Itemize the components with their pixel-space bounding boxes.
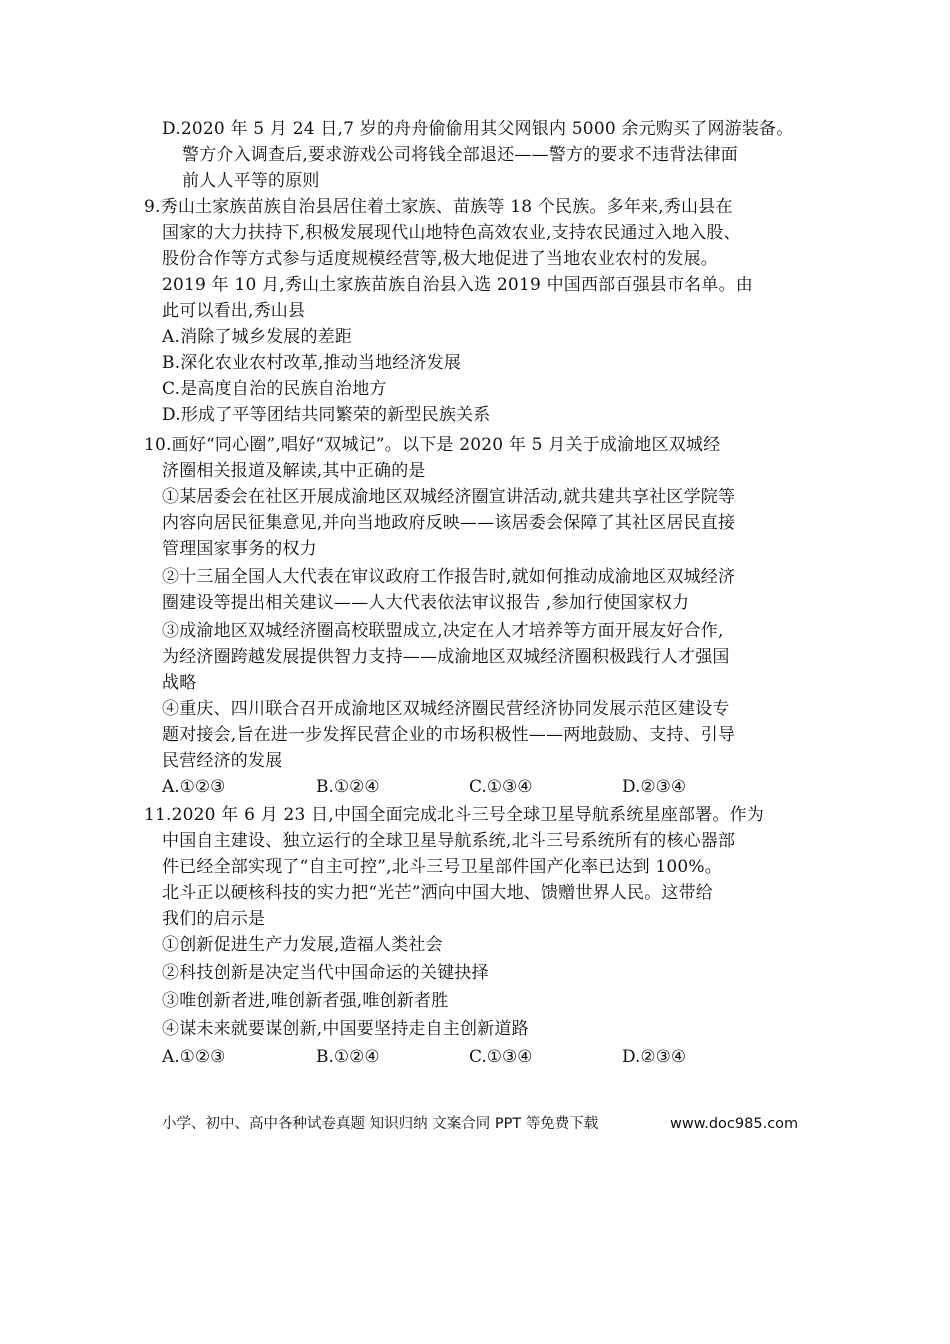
q8-option-d-line-2: 警方介入调查后,要求游戏公司将钱全部退还——警方的要求不违背法律面 [182,145,739,165]
q11-stem-line-1: 11.2020 年 6 月 23 日,中国全面完成北斗三号全球卫星导航系统星座部署。作为 [144,805,764,825]
q11-item-1: ①创新促进生产力发展,造福人类社会 [162,935,443,955]
q9-stem-line-2: 国家的大力扶持下,积极发展现代山地特色高效农业,支持农民通过入地入股、 [162,223,741,243]
q11-choice-c: C.①③④ [469,1047,533,1067]
q10-item-4-line-1: ④重庆、四川联合召开成渝地区双城经济圈民营经济协同发展示范区建设专 [162,699,730,719]
page-footer [162,1114,799,1134]
footer-url-link[interactable]: www.doc985.com [670,1116,799,1132]
q11-stem-line-3: 件已经全部实现了“自主可控”,北斗三号卫星部件国产化率已达到 100%。 [162,857,722,877]
q8-option-d-line-3: 前人人平等的原则 [182,171,320,191]
q9-stem-line-5: 此可以看出,秀山县 [162,301,306,321]
q11-item-2: ②科技创新是决定当代中国命运的关键抉择 [162,963,489,983]
q9-option-a: A.消除了城乡发展的差距 [162,327,353,347]
q11-stem-line-4: 北斗正以硬核科技的实力把“光芒”洒向中国大地、馈赠世界人民。这带给 [162,883,713,903]
q10-item-3-line-2: 为经济圈跨越发展提供智力支持——成渝地区双城经济圈积极践行人才强国 [162,647,730,667]
q9-option-d: D.形成了平等团结共同繁荣的新型民族关系 [162,405,491,425]
q10-item-4-line-3: 民营经济的发展 [162,751,283,771]
q10-choice-d: D.②③④ [622,777,687,797]
footer-text: 小学、初中、高中各种试卷真题 知识归纳 文案合同 PPT 等免费下载 [162,1116,599,1132]
q10-choice-b: B.①②④ [316,777,380,797]
q10-item-2-line-1: ②十三届全国人大代表在审议政府工作报告时,就如何推动成渝地区双城经济 [162,567,736,587]
q10-stem-line-2: 济圈相关报道及解读,其中正确的是 [162,461,426,481]
q10-item-1-line-2: 内容向居民征集意见,并向当地政府反映——该居委会保障了其社区居民直接 [162,513,736,533]
q11-stem-line-2: 中国自主建设、独立运行的全球卫星导航系统,北斗三号系统所有的核心器部 [162,831,736,851]
q11-choice-d: D.②③④ [622,1047,687,1067]
q9-option-c: C.是高度自治的民族自治地方 [162,379,387,399]
q10-stem-line-1: 10.画好“同心圈”,唱好“双城记”。以下是 2020 年 5 月关于成渝地区双城经 [144,435,721,455]
q11-choice-a: A.①②③ [162,1047,226,1067]
q11-item-4: ④谋未来就要谋创新,中国要坚持走自主创新道路 [162,1019,529,1039]
q10-choice-c: C.①③④ [469,777,533,797]
q10-item-3-line-1: ③成渝地区双城经济圈高校联盟成立,决定在人才培养等方面开展友好合作, [162,621,724,641]
q9-option-b: B.深化农业农村改革,推动当地经济发展 [162,353,462,373]
q10-item-3-line-3: 战略 [162,673,197,693]
q11-stem-line-5: 我们的启示是 [162,909,266,929]
q10-item-1-line-3: 管理国家事务的权力 [162,539,317,559]
q10-item-2-line-2: 圈建设等提出相关建议——人大代表依法审议报告 ,参加行使国家权力 [162,593,690,613]
q8-option-d-line-1: D.2020 年 5 月 24 日,7 岁的舟舟偷偷用其父网银内 5000 余元购买了网游装备。 [162,119,794,139]
q11-choice-b: B.①②④ [316,1047,380,1067]
q9-stem-line-4: 2019 年 10 月,秀山土家族苗族自治县入选 2019 中国西部百强县市名单。由 [162,275,753,295]
q10-choice-a: A.①②③ [162,777,226,797]
q10-item-1-line-1: ①某居委会在社区开展成渝地区双城经济圈宣讲活动,就共建共享社区学院等 [162,487,736,507]
q9-stem-line-3: 股份合作等方式参与适度规模经营等,极大地促进了当地农业农村的发展。 [162,249,719,269]
q10-item-4-line-2: 题对接会,旨在进一步发挥民营企业的市场积极性——两地鼓励、支持、引导 [162,725,736,745]
q9-stem-line-1: 9.秀山土家族苗族自治县居住着土家族、苗族等 18 个民族。多年来,秀山县在 [144,197,733,217]
q11-item-3: ③唯创新者进,唯创新者强,唯创新者胜 [162,991,449,1011]
